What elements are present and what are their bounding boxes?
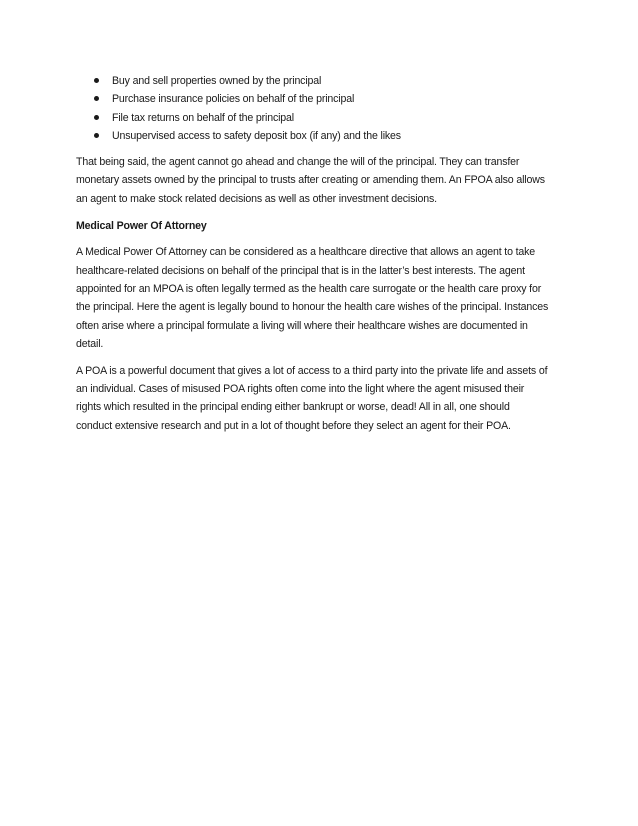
bullet-icon: [94, 133, 99, 138]
text-line: A POA is a powerful document that gives a lot of access to a third party into the private life and assets of: [76, 364, 548, 377]
text-line: detail.: [76, 337, 104, 350]
text-line: the principal. Here the agent is legally bound to honour the health care wishes of the principal. Instances: [76, 301, 549, 314]
bullet-list: [76, 72, 576, 145]
text-line: monetary assets owned by the principal to trusts after creating or amending them. An FPOA also allows: [76, 174, 545, 187]
text-line: rights which resulted in the principal ending either bankrupt or worse, dead! All in all, one should: [76, 401, 510, 414]
paragraph-fpoa-limits: [76, 153, 576, 208]
bullet-item: [76, 109, 576, 127]
text-line: an agent to make stock related decisions as well as other investment decisions.: [76, 192, 437, 205]
bullet-item: [76, 127, 576, 145]
text-line: appointed for an MPOA is often legally termed as the health care surrogate or the health care proxy for: [76, 282, 542, 295]
bullet-text: File tax returns on behalf of the principal: [112, 111, 294, 124]
text-line: an individual. Cases of misused POA rights often come into the light where the agent misused their: [76, 382, 525, 395]
paragraph-mpoa: [76, 243, 576, 353]
bullet-item: [76, 90, 576, 108]
document-body: [76, 72, 576, 443]
text-line: A Medical Power Of Attorney can be considered as a healthcare directive that allows an agent to take: [76, 246, 536, 259]
bullet-text: Buy and sell properties owned by the principal: [112, 75, 322, 87]
text-line: often arise where a principal formulate a living will where their healthcare wishes are documented in: [76, 319, 528, 332]
bullet-item: [76, 72, 576, 90]
bullet-icon: [94, 96, 99, 101]
bullet-icon: [94, 78, 99, 83]
bullet-text: Unsupervised access to safety deposit box (if any) and the likes: [112, 129, 401, 142]
bullet-icon: [94, 115, 99, 120]
section-heading: Medical Power Of Attorney: [76, 219, 207, 232]
paragraph-poa-conclusion: [76, 362, 576, 435]
bullet-text: Purchase insurance policies on behalf of the principal: [112, 93, 355, 106]
text-line: That being said, the agent cannot go ahead and change the will of the principal. They can transfer: [76, 156, 520, 169]
text-line: healthcare-related decisions on behalf of the principal that is in the latter’s best interests. The agent: [76, 264, 525, 277]
text-line: conduct extensive research and put in a lot of thought before they select an agent for their POA.: [76, 419, 511, 432]
